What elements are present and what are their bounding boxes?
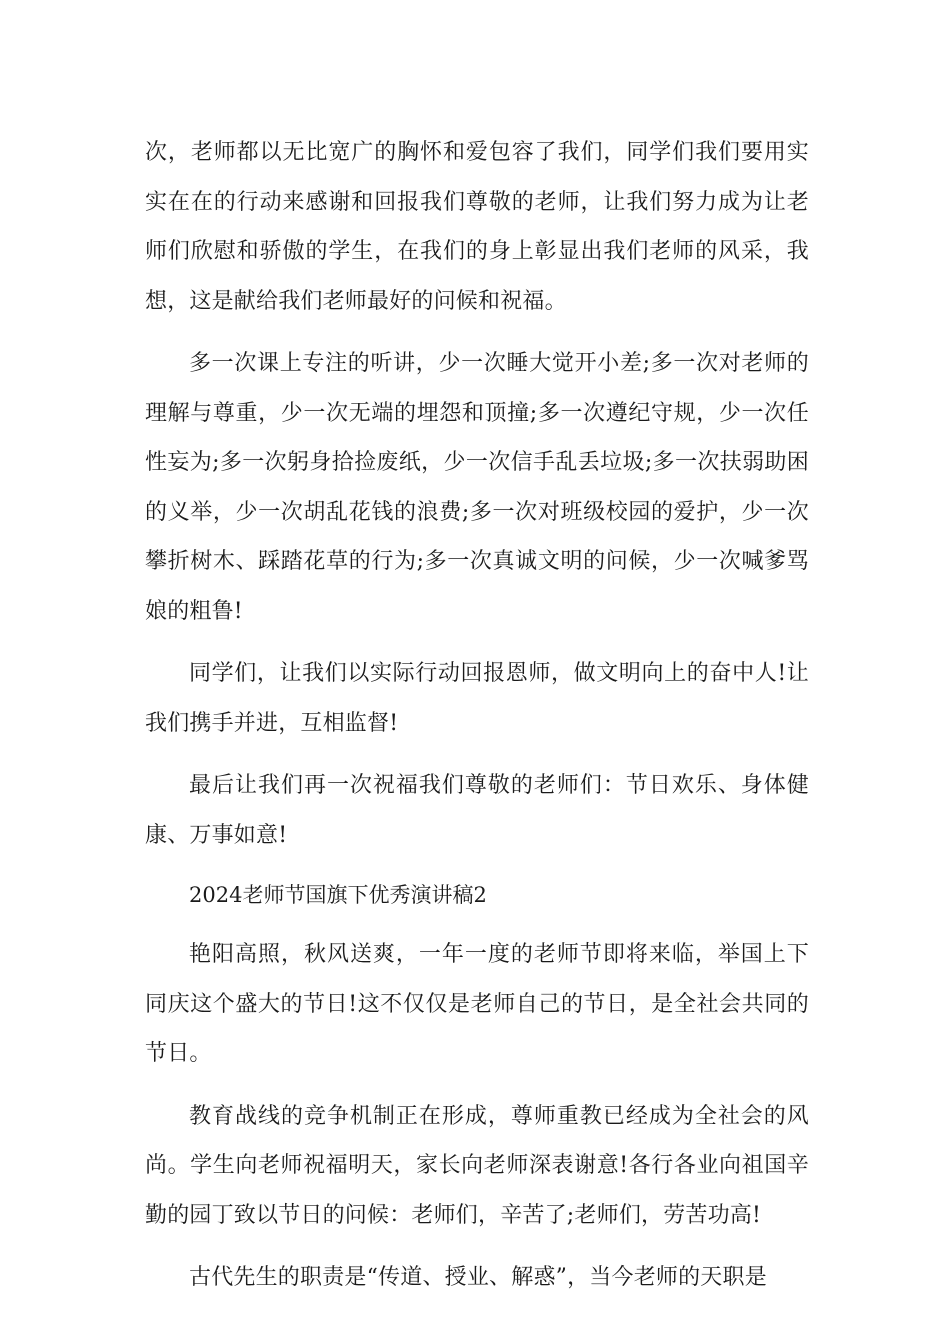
section-heading: 2024老师节国旗下优秀演讲稿2	[189, 883, 487, 907]
paragraph-1: 次，老师都以无比宽广的胸怀和爱包容了我们，同学们我们要用实实在在的行动来感谢和回报我们尊敬的老师，让我们努力成为让老师们欣慰和骄傲的学生，在我们的身上彰显出我们老师的风采，我想，这是献给我们老师最好的问候和祝福。	[145, 140, 809, 314]
paragraph-4: 最后让我们再一次祝福我们尊敬的老师们：节日欢乐、身体健康、万事如意!	[145, 773, 809, 848]
paragraph-3: 同学们，让我们以实际行动回报恩师，做文明向上的奋中人!让我们携手并进，互相监督!	[145, 661, 809, 736]
paragraph-7: 古代先生的职责是“传道、授业、解惑”，当今老师的天职是	[189, 1265, 767, 1290]
paragraph-6: 教育战线的竞争机制正在形成，尊师重教已经成为全社会的风尚。学生向老师祝福明天，家长向老师深表谢意!各行各业向祖国辛勤的园丁致以节日的问候：老师们，辛苦了;老师们，劳苦功高!	[145, 1103, 809, 1228]
document-body	[145, 128, 809, 1316]
paragraph-2: 多一次课上专注的听讲，少一次睡大觉开小差;多一次对老师的理解与尊重，少一次无端的埋怨和顶撞;多一次遵纪守规，少一次任性妄为;多一次躬身拾捡废纸，少一次信手乱丢垃圾;多一次扶弱助困的义举，少一次胡乱花钱的浪费;多一次对班级校园的爱护，少一次攀折树木、踩踏花草的行为;多一次真诚文明的问候，少一次喊爹骂娘的粗鲁!	[145, 351, 809, 624]
paragraph-5: 艳阳高照，秋风送爽，一年一度的老师节即将来临，举国上下同庆这个盛大的节日!这不仅仅是老师自己的节日，是全社会共同的节日。	[145, 942, 809, 1066]
